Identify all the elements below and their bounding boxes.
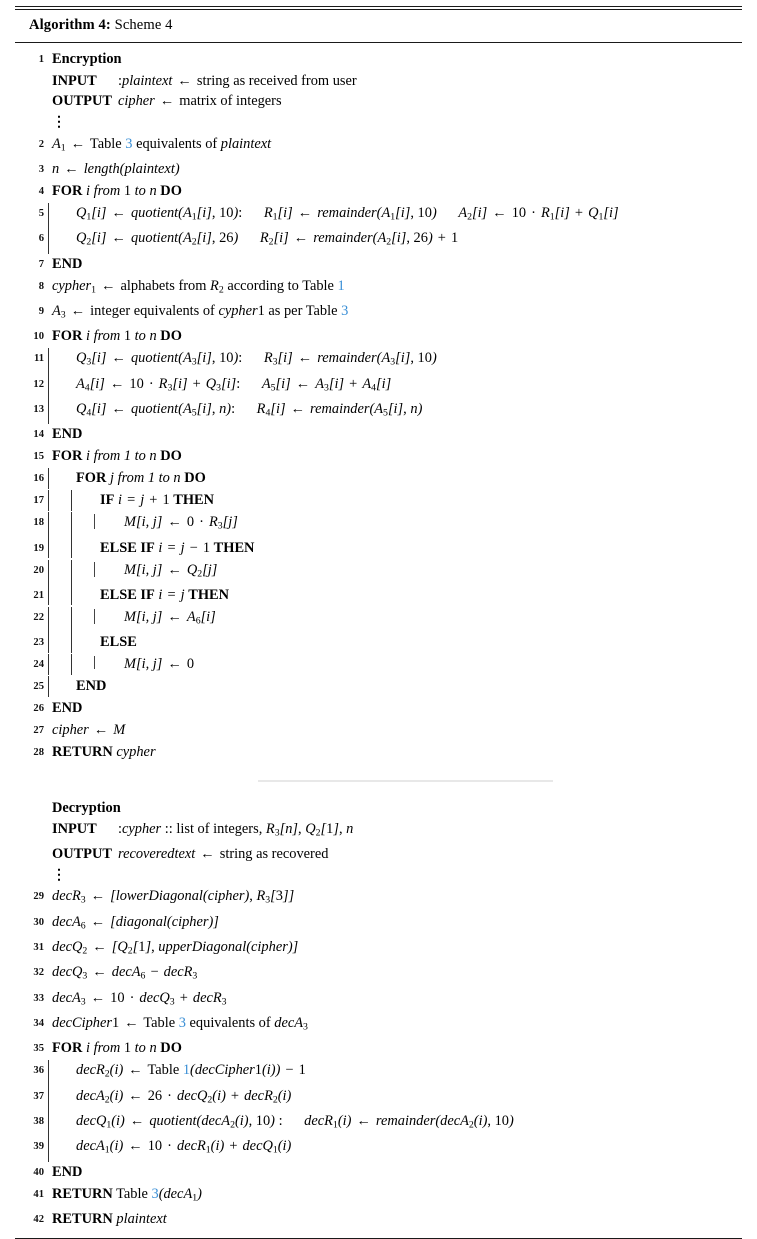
line-number: 25	[33, 681, 44, 693]
algorithm-line: 16 FOR j from 1 to n DO	[15, 468, 742, 490]
vdots-glyph: ⋮	[52, 114, 66, 130]
algorithm-line: 37 decA$_2$(i) ← 26 · decQ$_2$(i) + decR$_2$(i)	[15, 1086, 742, 1111]
algorithm-line: 15 FOR i from 1 to n DO	[15, 446, 742, 468]
algorithm-line	[15, 49, 742, 71]
algorithm-line: 17 IF i = j + 1 THEN	[15, 490, 742, 512]
line-number: 10	[33, 331, 44, 343]
algorithm-line: 10 FOR i from 1 to n DO	[15, 326, 742, 348]
algorithm-line: 42 RETURN plaintext	[15, 1209, 742, 1231]
algorithm-line: 5 $Q_1[i]$ ← $quotient(A_1[i]$, 10): $R_1[i]$ ← $remainder(A_1[i]$, 10) $A_2[i]$ ← $10 \cdot R_1[i] + Q_1[i]$	[15, 203, 742, 228]
line-number: 21	[33, 589, 44, 601]
algorithm-line: 24 M[i, j] ← 0	[15, 654, 742, 676]
line-number: 28	[33, 747, 44, 759]
algorithm-line: 3 n ← length(plaintext)	[15, 159, 742, 181]
algorithm-line: 11 $Q_3[i]$ ← $quotient(A_3[i]$, 10): $R_3[i]$ ← $remainder(A_3[i]$, 10)	[15, 348, 742, 373]
algorithm-line: 6 $Q_2[i]$ ← $quotient(A_2[i]$, 26) $R_2[i]$ ← $remainder(A_2[i]$, 26) + 1	[15, 228, 742, 253]
line-number: 40	[33, 1166, 44, 1178]
line-number: 22	[33, 611, 44, 623]
algorithm-line: 22 M[i, j] ← $A_6[i]$	[15, 607, 742, 632]
algorithm-line: 27 cipher ← M	[15, 720, 742, 742]
line-number: 16	[33, 473, 44, 485]
algorithm-output-line: OUTPUT cipher ← matrix of integers	[15, 91, 742, 112]
line-number: 35	[33, 1043, 44, 1055]
line-number: 5	[38, 207, 44, 219]
algorithm-line: 39 decA$_1$(i) ← 10 · decR$_1$(i) + decQ$_1$(i)	[15, 1136, 742, 1161]
algorithm-line: 12 $A_4[i]$ ← $10 \cdot R_3[i] + Q_3[i]$: $A_5[i]$ ← $A_3[i] + A_4[i]$	[15, 374, 742, 399]
line-number: 14	[33, 429, 44, 441]
decryption-header-line	[15, 798, 742, 819]
algorithm-line: 35 FOR i from 1 to n DO	[15, 1038, 742, 1060]
algorithm-caption-name: Algorithm 4:	[29, 17, 111, 34]
line-number: 26	[33, 703, 44, 715]
vdots-glyph: ⋮	[52, 867, 66, 883]
line-number: 33	[33, 992, 44, 1004]
algorithm-line: 32 decQ$_3$ ← decA$_6$ − decR$_3$	[15, 962, 742, 987]
algorithm-line: 38 decQ$_1$(i) ← quotient(decA$_2$(i), 10) : decR$_1$(i) ← remainder(decA$_2$(i), 10)	[15, 1111, 742, 1136]
algorithm-line: 29 decR$_3$ ← [lowerDiagonal(cipher), $R_3[3]$]	[15, 886, 742, 911]
algorithm-line: 40 END	[15, 1162, 742, 1184]
algorithm-line: 28 RETURN cypher	[15, 742, 742, 764]
line-number: 9	[38, 305, 44, 317]
table-reference-1[interactable]: 1	[337, 277, 345, 294]
line-number: 12	[33, 378, 44, 390]
line-number: 32	[33, 967, 44, 979]
decryption-input-line: INPUT :cypher :: list of integers, $R_3[n]$, $Q_2[1]$, n	[52, 820, 354, 839]
line-number: 18	[33, 517, 44, 529]
line-number: 38	[33, 1115, 44, 1127]
algorithm-line: 41 RETURN Table 3(decA$_1$)	[15, 1184, 742, 1209]
line-number: 23	[33, 637, 44, 649]
line-number: 27	[33, 725, 44, 737]
input-label: INPUT	[52, 820, 97, 837]
table-reference-3[interactable]: 3	[178, 1014, 186, 1031]
line-number: 31	[33, 941, 44, 953]
algorithm-line: 34 decCipher1 ← Table 3 equivalents of decA$_3$	[15, 1013, 742, 1038]
algorithm-line: 18 M[i, j] ← $0 \cdot R_3[j]$	[15, 512, 742, 537]
output-label: OUTPUT	[52, 93, 112, 110]
section-separator	[15, 764, 742, 798]
table-reference-3[interactable]: 3	[341, 302, 349, 319]
line-number: 39	[33, 1141, 44, 1153]
separator-rule	[258, 780, 553, 782]
line-number: 6	[38, 233, 44, 245]
algorithm-input-line: INPUT :plaintext ← string as received from user	[15, 71, 742, 92]
line-number: 4	[38, 185, 44, 197]
algorithm-line: 30 decA$_6$ ← [diagonal(cipher)]	[15, 912, 742, 937]
line-number: 7	[38, 258, 44, 270]
line-number: 34	[33, 1017, 44, 1029]
algorithm-line: 14 END	[15, 424, 742, 446]
algorithm-caption	[15, 10, 742, 42]
algorithm-line: 13 $Q_4[i]$ ← $quotient(A_5[i]$, n): $R_4[i]$ ← $remainder(A_5[i]$, n)	[15, 399, 742, 424]
algorithm-line: 21 ELSE IF i = j THEN	[15, 585, 742, 607]
algorithm-line: 31 decQ$_2$ ← [$Q_2[1]$, upperDiagonal(cipher)]	[15, 937, 742, 962]
table-reference-3[interactable]: 3	[151, 1185, 159, 1202]
line-number: 17	[33, 495, 44, 507]
line-number: 15	[33, 451, 44, 463]
line-number: 36	[33, 1065, 44, 1077]
line-number: 13	[33, 403, 44, 415]
line-number: 37	[33, 1090, 44, 1102]
output-label: OUTPUT	[52, 846, 112, 863]
algorithm-vdots	[15, 112, 742, 134]
decryption-output-line: OUTPUT recoveredtext ← string as recovered	[15, 844, 742, 865]
line-number: 2	[38, 138, 44, 150]
decryption-header: Decryption	[52, 800, 121, 817]
algorithm-line: 2 $A_1$ ← Table 3 equivalents of plaintext	[15, 134, 742, 159]
algorithm-line: 26 END	[15, 698, 742, 720]
line-number: 42	[33, 1213, 44, 1225]
line-number: 19	[33, 542, 44, 554]
line-number: 24	[33, 659, 44, 671]
line-number: 3	[38, 163, 44, 175]
algorithm-caption-title: Scheme 4	[114, 17, 173, 34]
table-reference-1[interactable]: 1	[182, 1062, 191, 1079]
algorithm-line: 7 END	[15, 254, 742, 276]
algorithm-line: 20 M[i, j] ← $Q_2[j]$	[15, 560, 742, 585]
line-number: 29	[33, 891, 44, 903]
algorithm-block	[15, 0, 742, 1239]
line-number: 11	[33, 353, 44, 365]
line-text: Encryption	[52, 50, 122, 67]
line-number: 20	[33, 564, 44, 576]
algorithm-line: 25 END	[15, 676, 742, 698]
table-reference-3[interactable]: 3	[125, 135, 133, 152]
input-label: INPUT	[52, 72, 97, 89]
algorithm-line: 8 cypher$_1$ ← alphabets from $R_2$ according to Table 1	[15, 276, 742, 301]
line-number: 41	[33, 1188, 44, 1200]
line-number: 8	[38, 280, 44, 292]
algorithm-body	[15, 43, 742, 1238]
line-number: 1	[38, 53, 44, 65]
algorithm-line: 36 decR$_2$(i) ← Table 1(decCipher1(i)) − 1	[15, 1060, 742, 1085]
algorithm-line: 4 FOR i from 1 to n DO	[15, 181, 742, 203]
algorithm-line: 23 ELSE	[15, 632, 742, 654]
algorithm-line: 9 $A_3$ ← integer equivalents of cypher1 as per Table 3	[15, 301, 742, 326]
algorithm-vdots	[15, 865, 742, 887]
algorithm-line: 19 ELSE IF i = j − 1 THEN	[15, 538, 742, 560]
algorithm-line: 33 decA$_3$ ← 10 · decQ$_3$ + decR$_3$	[15, 988, 742, 1013]
line-number: 30	[33, 916, 44, 928]
